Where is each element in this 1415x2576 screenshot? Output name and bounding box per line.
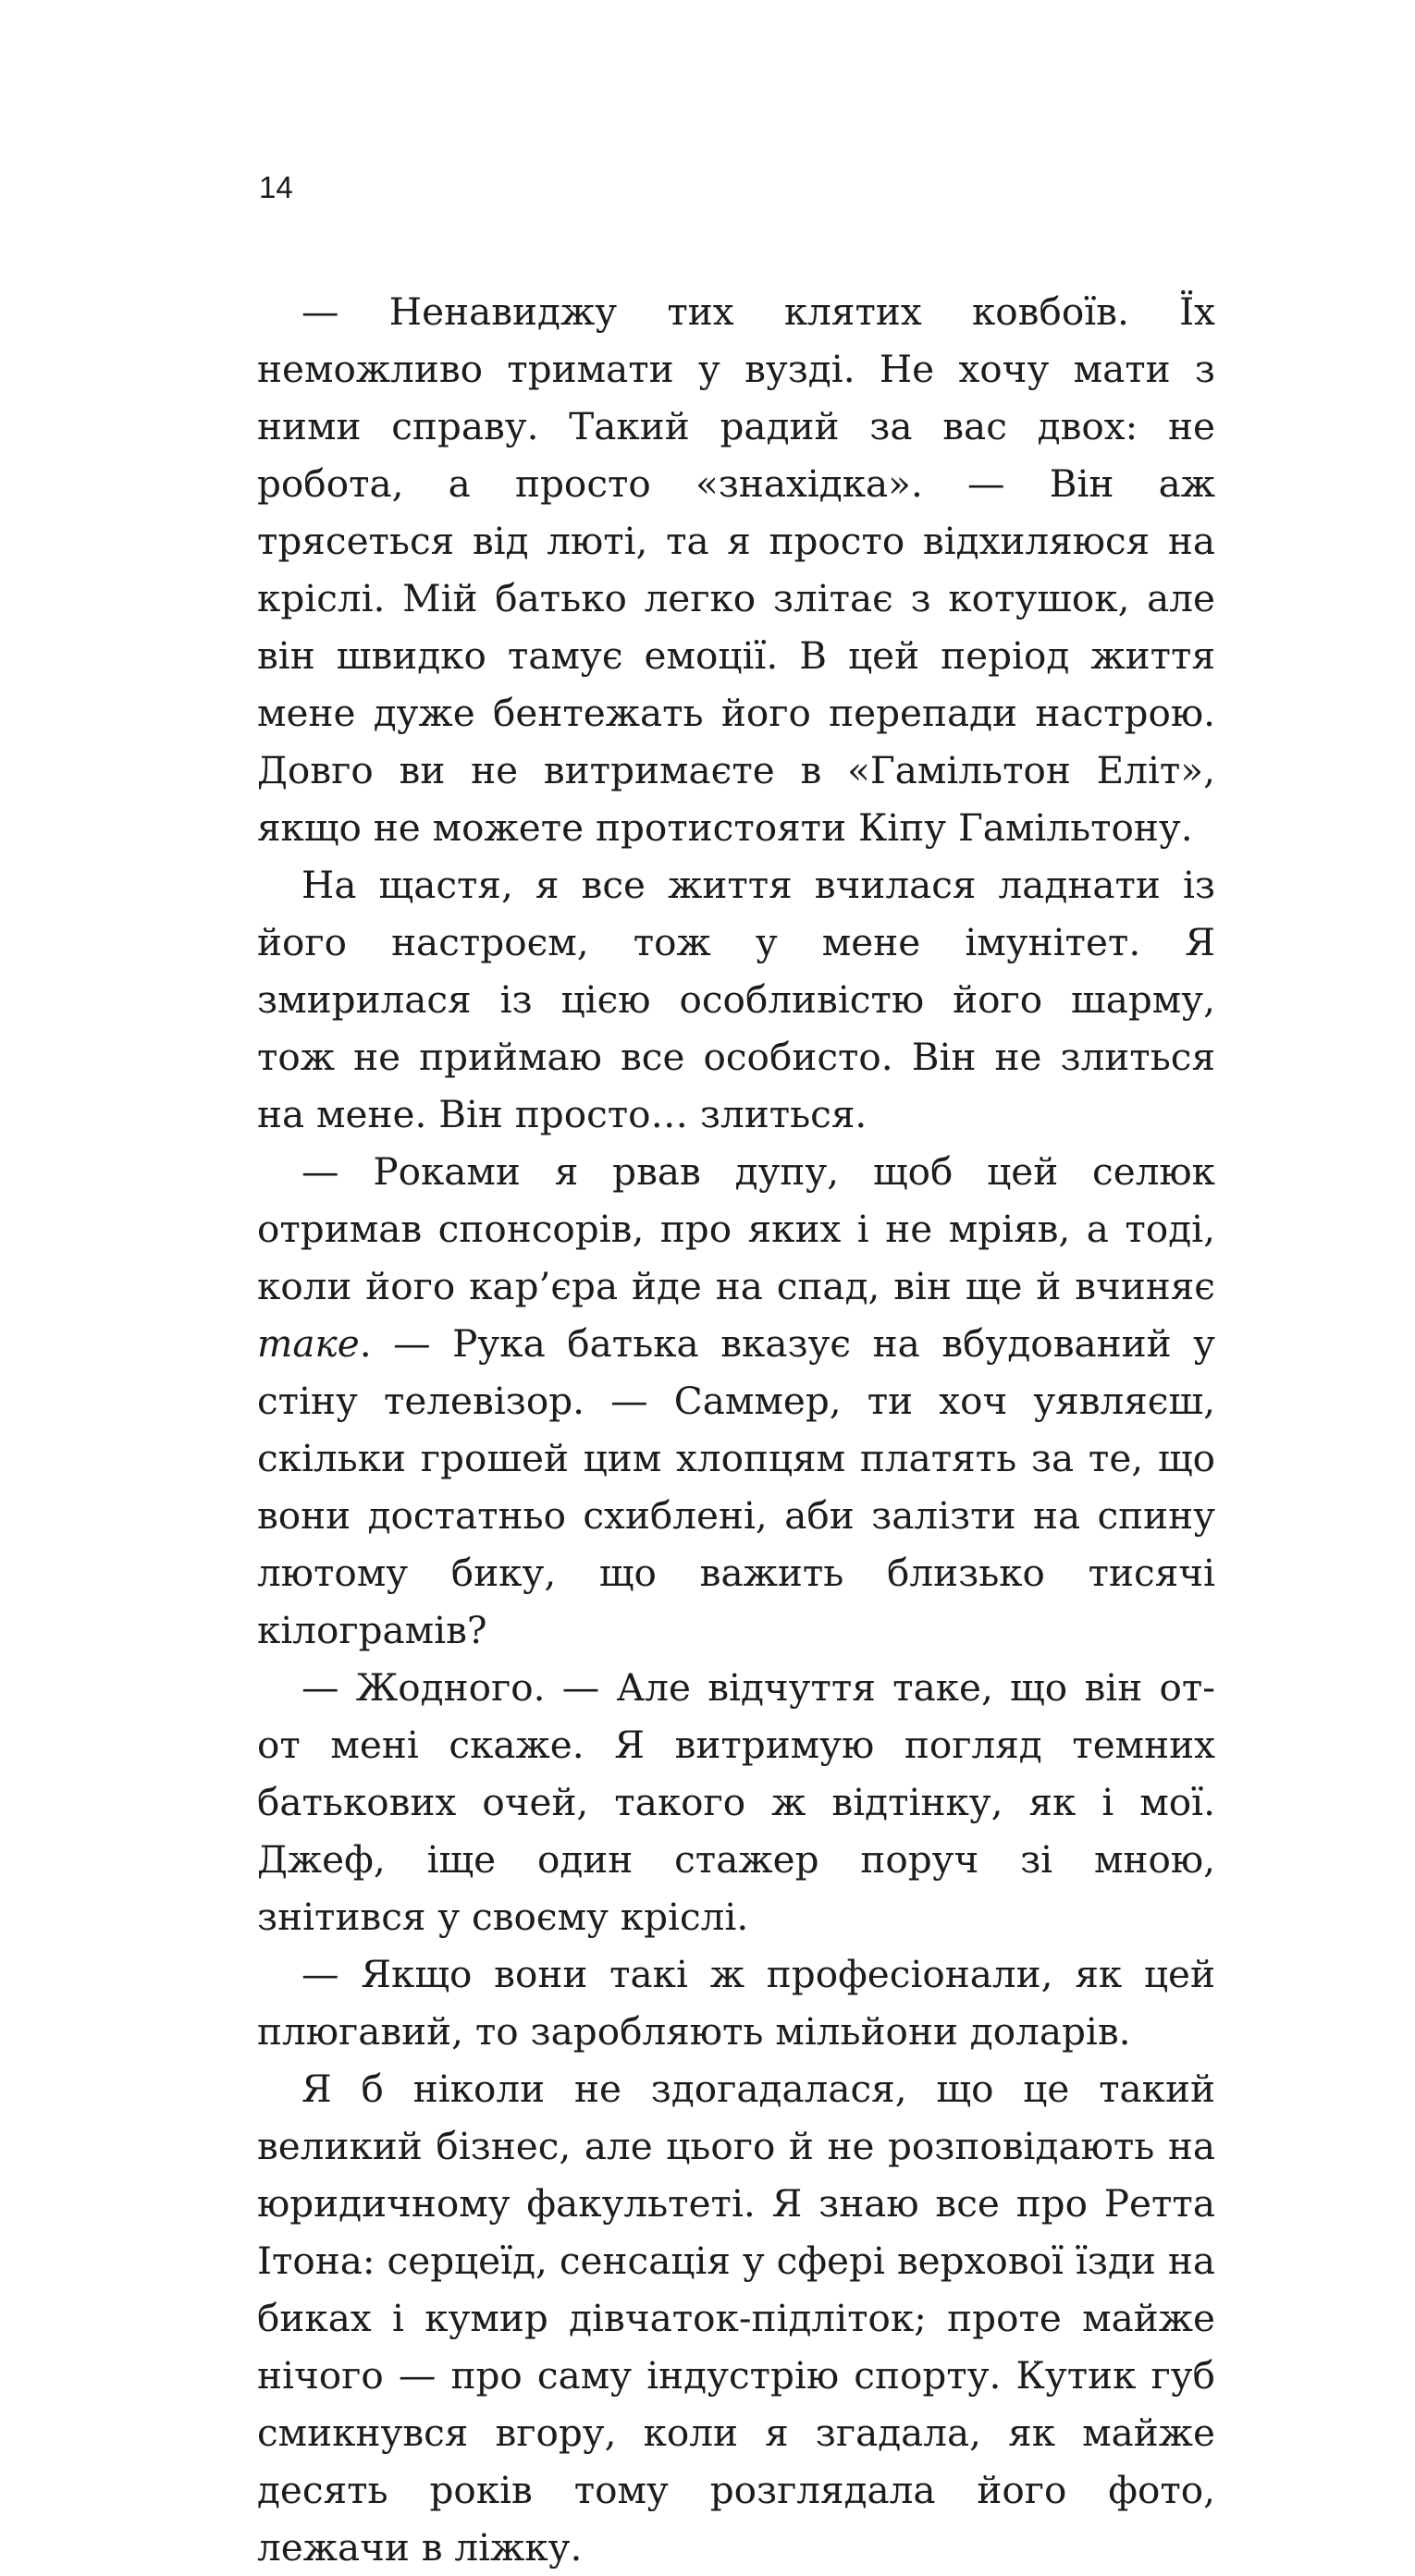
paragraph-4: — Жодного. — Але відчуття таке, що він от-от мені скаже. Я витримую погляд темних батькових очей, такого ж відтінку, як і мої. Джеф, іще один стажер поруч зі мною, знітився у своєму кріслі.	[257, 1665, 1215, 1939]
paragraph-3-end: . — Рука батька вказує на вбудований у стіну телевізор. — Саммер, ти хоч уявляєш, скільки грошей цим хлопцям платять за те, що вони достатньо схиблені, аби залізти на спину лютому бику, що важить близько тисячі кілограмів?	[257, 1321, 1215, 1652]
italic-emphasis: таке	[257, 1321, 360, 1366]
paragraph-5: — Якщо вони такі ж професіонали, як цей плюгавий, то заробляють мільйони доларів.	[257, 1952, 1215, 2054]
page-number: 14	[259, 170, 293, 204]
paragraph-3-start: — Роками я рвав дупу, щоб цей селюк отримав спонсорів, про яких і не мріяв, а тоді, коли його кар’єра йде на спад, він ще й вчиняє	[257, 1149, 1215, 1308]
paragraph-2: На щастя, я все життя вчилася ладнати із його настроєм, тож у мене імунітет. Я змирилася із цією особливістю його шарму, тож не приймаю все особисто. Він не злиться на мене. Він просто… злиться.	[257, 863, 1215, 1136]
paragraph-3	[257, 1143, 1215, 1659]
paragraph-6: Я б ніколи не здогадалася, що це такий великий бізнес, але цього й не розповідають на юридичному факультеті. Я знаю все про Ретта Ітона: серцеїд, сенсація у сфері верхової їзди на биках і кумир дівчаток-підліток; проте майже нічого — про саму індустрію спорту. Кутик губ смикнувся вгору, коли я згадала, як майже десять років тому розглядала його фото, лежачи в ліжку.	[257, 2067, 1215, 2570]
body-text	[257, 283, 1215, 2576]
paragraph-1: — Ненавиджу тих клятих ковбоїв. Їх неможливо тримати у вузді. Не хочу мати з ними справу. Такий радий за вас двох: не робота, а просто «знахідка». — Він аж трясеться від люті, та я просто відхиляюся на кріслі. Мій батько легко злітає з котушок, але він швидко тамує емоції. В цей період життя мене дуже бентежать його перепади настрою. Довго ви не витримаєте в «Гамільтон Еліт», якщо не можете протистояти Кіпу Гамільтону.	[257, 289, 1215, 850]
